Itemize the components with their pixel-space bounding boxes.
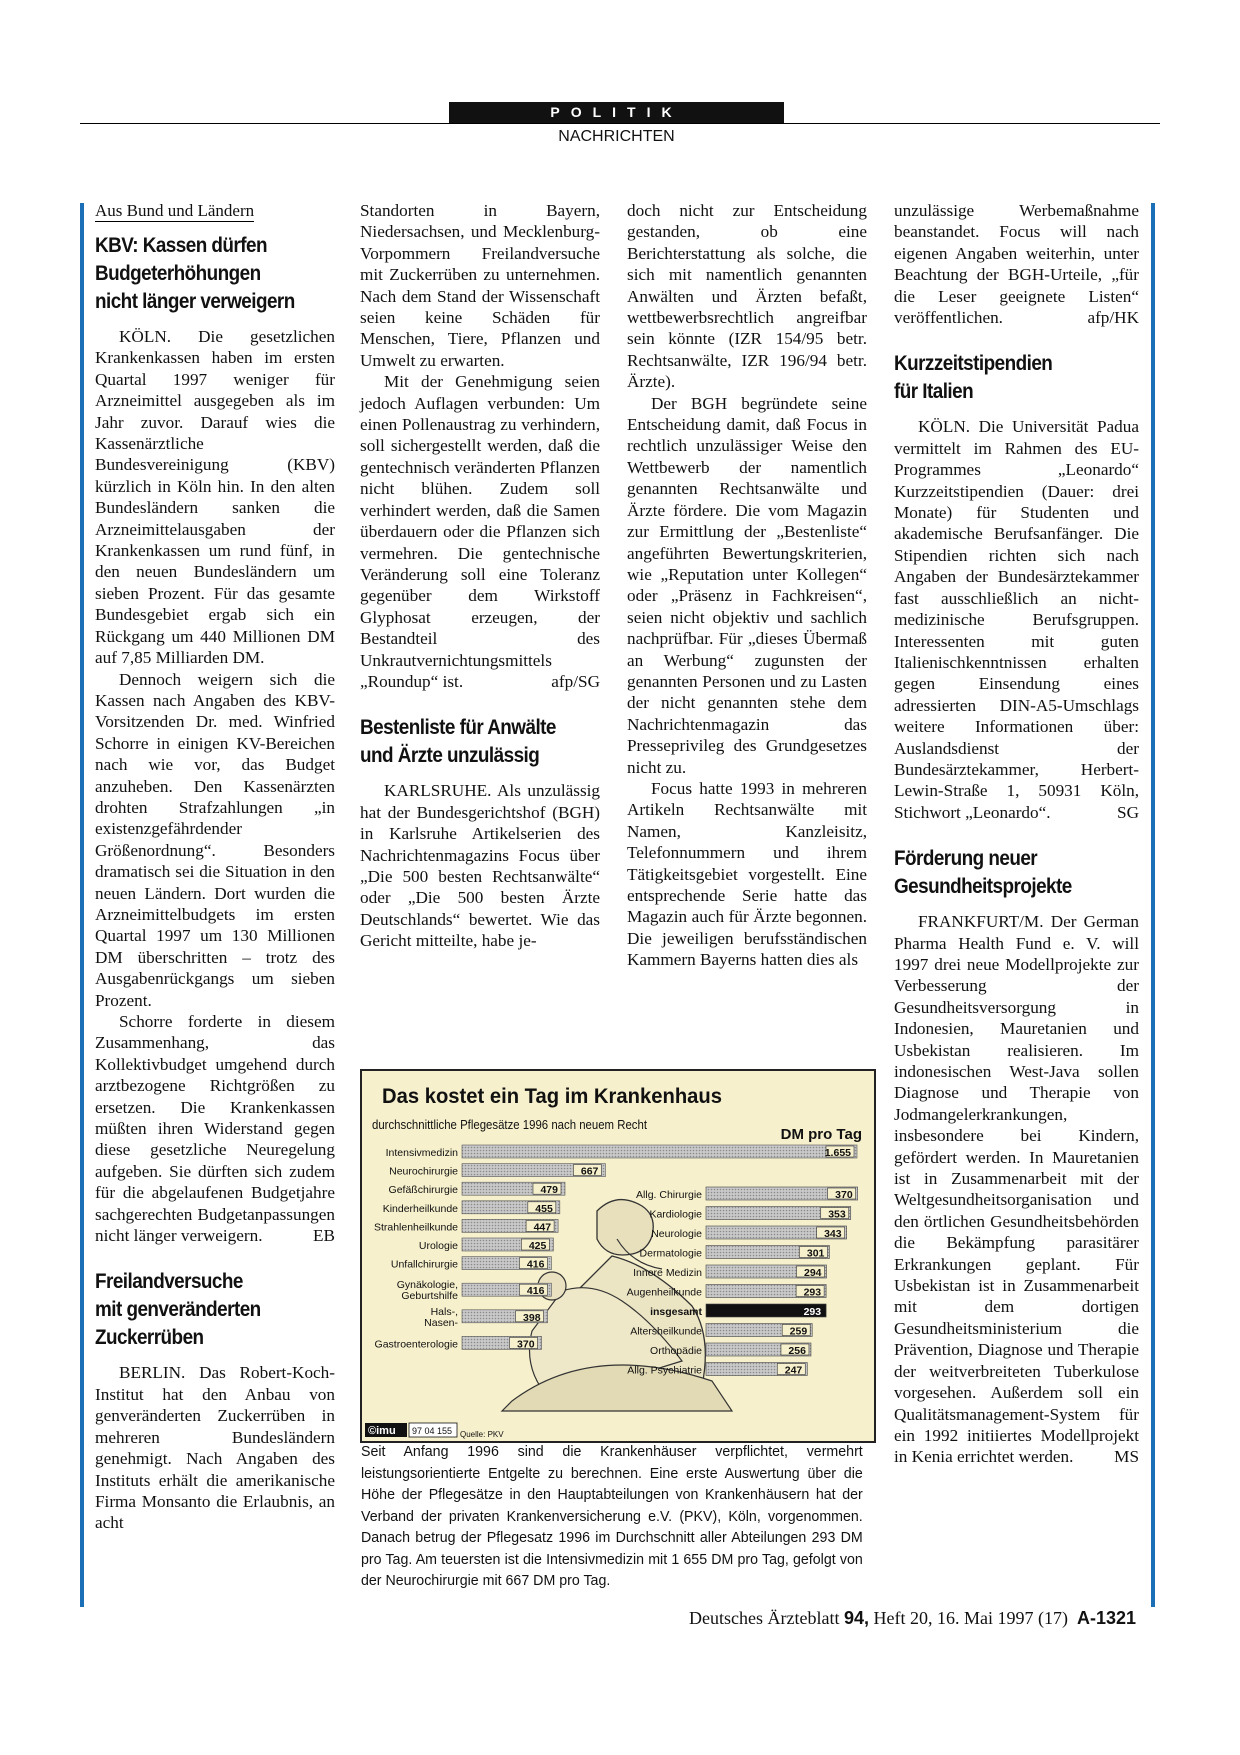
column-3 (627, 200, 867, 971)
right-value-label-8: 256 (788, 1345, 806, 1357)
credit-code: 97 04 155 (412, 1426, 453, 1436)
right-value-label-5: 293 (803, 1286, 822, 1299)
headline-freiland: Freilandversuche mit genveränderten Zuckerrüben (95, 1270, 261, 1350)
right-value-label-0: 370 (835, 1189, 853, 1201)
category-label-5: Urologie (418, 1240, 458, 1252)
signature: afp/HK (1087, 308, 1139, 328)
value-label-4: 447 (533, 1221, 552, 1234)
column-1 (95, 200, 335, 1534)
chart-title: Das kostet ein Tag im Krankenhaus (382, 1085, 722, 1108)
value-label-6: 416 (526, 1258, 545, 1271)
right-value-label-4: 294 (804, 1267, 822, 1279)
right-value-label-2: 343 (824, 1228, 842, 1240)
signature: MS (1114, 1447, 1139, 1467)
issue: Heft 20, 16. Mai 1997 (17) (873, 1608, 1068, 1628)
value-label-5: 425 (528, 1240, 547, 1252)
value-label-7: 416 (526, 1285, 545, 1298)
paragraph: KARLSRUHE. Als unzulässig hat der Bundesgerichtshof (BGH) in Karlsruhe Artikelserien des Nachrichtenmagazins Focus über „Die 500 besten Rechtsanwälte“ oder „Die 500 besten Ärzte Deutschlands“ bewertet. Wie das Gericht mitteilte, habe je- (360, 781, 600, 951)
bar-0 (462, 1145, 857, 1158)
source-label: Quelle: PKV (460, 1430, 504, 1439)
value-label-8: 398 (523, 1311, 541, 1324)
credit-label: ©imu (368, 1425, 396, 1437)
category-label-6: Unfallchirurgie (390, 1258, 458, 1271)
value-label-2: 479 (540, 1184, 558, 1197)
right-category-label-9: Allg. Psychiatrie (627, 1364, 702, 1377)
category-label-0: Intensivmedizin (385, 1147, 458, 1159)
accent-bar-left (80, 203, 84, 1607)
value-label-3: 455 (535, 1202, 553, 1215)
chart-caption: Seit Anfang 1996 sind die Krankenhäuser verpflichtet, vermehrt leistungsorientierte Entgelte zu berechnen. Eine erste Auswertung über die Höhe der Pflegesätze in den Hauptabteilungen von Krankenhäusern hat der Verband der privaten Krankenversicherung e.V. (PKV), Köln, vorgenommen. Danach betrug der Pflegesatz 1996 im Durchschnitt aller Abteilungen 293 DM pro Tag. Am teuersten ist die Intensivmedizin mit 1 655 DM pro Tag, gefolgt von der Neurochirurgie mit 667 DM pro Tag. (361, 1444, 863, 1589)
right-category-label-2: Neurologie (651, 1228, 702, 1240)
paragraph: FRANKFURT/M. Der German Pharma Health Fund e. V. will 1997 drei neue Modellprojekte zur Verbesserung der Gesundheitsversorgung in Indonesien, Mauretanien und Usbekistan realisieren. Im indonesischen West-Java sollen Diagnose und Therapie von Jodmangelerkrankungen, insbesondere bei Kindern, gefördert werden. In Mauretanien ist in Zusammenarbeit mit der Weltgesundheitsorganisation und den örtlichen Gesundheitsbehörden die Bekämpfung parasitärer Erkrankungen geplant. Für Usbekistan ist in Zusammenarbeit mit dem dortigen Gesundheitsministerium die Prävention, Diagnose und Therapie der weitverbreiteten Tuberkulose vorgesehen. Außerdem soll ein Qualitätsmanagement-System für ein 1992 initiiertes Modellprojekt in Kenia errichtet werden. MS (894, 912, 1139, 1467)
right-category-label-8: Orthopädie (650, 1345, 702, 1357)
signature: SG (1117, 802, 1139, 822)
right-category-label-3: Dermatologie (639, 1247, 702, 1260)
paragraph: Der BGH begründete seine Entscheidung damit, daß Focus in rechtlich unzulässiger Weise den Wettbewerb der namentlich genannten Rechtsanwälte und Ärzte fördere. Die vom Magazin zur Ermittlung der „Bestenliste“ angeführten Bewertungskriterien, wie „Reputation unter Kollegen“ oder „Präsenz in Fachkreisen“, seien nicht objektiv und sachlich nachprüfbar. Für „dieses Übermaß an Werbung“ zugunsten der genannten Personen und zu Lasten der nicht genannten stehe dem Nachrichtenmagazin das Presseprivileg des Grundgesetzes nicht zu. (627, 393, 867, 777)
category-label-4: Strahlenheilkunde (373, 1221, 458, 1234)
paragraph: Mit der Genehmigung seien jedoch Auflagen verbunden: Um einen Pollenaustrag zu verhindern, soll sichergestellt werden, daß die gentechnisch veränderten Pflanzen nicht blühen. Zudem soll verhindert werden, daß die Samen überdauern oder die Pflanzen sich vermehren. Die gentechnische Veränderung soll eine Toleranz gegenüber dem Wirkstoff Glyphosat erzeugen, der Bestandteil des Unkrautvernichtungsmittels „Roundup“ ist. afp/SG (360, 372, 600, 691)
paragraph: unzulässige Werbemaßnahme beanstandet. Focus will nach eigenen Angaben weiterhin, unter Beachtung der BGH-Urteile, „für die Leser geeignete Listen“ veröffentlichen. afp/HK (894, 201, 1139, 328)
chart-svg (362, 1071, 874, 1441)
right-category-label-5: Augenheilkunde (626, 1286, 702, 1299)
column-2 (360, 200, 600, 952)
accent-bar-right (1151, 203, 1155, 1607)
paragraph: Standorten in Bayern, Niedersachsen, und Mecklenburg-Vorpommern Freilandversuche mit Zuckerrüben zu unternehmen. Nach dem Stand der Wissenschaft seien keine Schäden für Menschen, Tiere, Pflanzen und Umwelt zu erwarten. (360, 201, 600, 370)
category-label-2: Gefäßchirurgie (388, 1184, 458, 1197)
headline-kbv: KBV: Kassen dürfen Budgeterhöhungen nicht länger verweigern (95, 234, 295, 313)
header-rule (80, 123, 1160, 124)
headline-kurzzeit: Kurzzeitstipendien für Italien (894, 352, 1053, 404)
chart-subtitle: durchschnittliche Pflegesätze 1996 nach neuem Recht (372, 1118, 648, 1132)
right-value-label-9: 247 (784, 1364, 803, 1377)
category-label-3: Kinderheilkunde (382, 1202, 458, 1215)
rubric: Aus Bund und Ländern (95, 201, 255, 220)
paragraph: Dennoch weigern sich die Kassen nach Angaben des KBV-Vorsitzenden Dr. med. Winfried Schorre in einigen KV-Bereichen nach wie vor, das Budget anzuheben. Den Kassenärzten drohten Strafzahlungen „in existenzgefährdender Größenordnung“. Besonders dramatisch sei die Situation in den neuen Ländern. Dort wurden die Arzneimittelbudgets im ersten Quartal 1997 um 130 Millionen DM überschritten – trotz des Ausgabenrückgangs um sieben Prozent. (95, 669, 335, 1010)
paragraph: KÖLN. Die gesetzlichen Krankenkassen haben im ersten Quartal 1997 weniger für Arzneimittel ausgegeben als im Jahr zuvor. Darauf wies die Kassenärztliche Bundesvereinigung (KBV) kürzlich in Köln hin. In den alten Bundesländern sanken die Arzneimittelausgaben der Krankenkassen um rund fünf, in den neuen Bundesländern um sieben Prozent. Für das gesamte Bundesgebiet ergab sich ein Rückgang um 440 Millionen DM auf 7,85 Milliarden DM. (95, 327, 335, 668)
value-label-0: 1.655 (824, 1147, 851, 1159)
category-label-9: Gastroenterologie (374, 1338, 458, 1351)
right-category-label-7: Altersheilkunde (630, 1325, 702, 1338)
right-category-label-4: Innere Medizin (633, 1267, 702, 1279)
journal-name: Deutsches Ärzteblatt (689, 1608, 840, 1628)
right-category-label-0: Allg. Chirurgie (636, 1189, 702, 1201)
signature: afp/SG (551, 671, 600, 691)
right-value-label-7: 259 (789, 1325, 808, 1338)
paragraph: Focus hatte 1993 in mehreren Artikeln Rechtsanwälte mit Namen, Kanzleisitz, Telefonnummern und ihrem Tätigkeitsgebiet vorgestellt. Eine entsprechende Serie hatte das Magazin auch für Ärzte begonnen. Die jeweiligen berufsständischen Kammern Bayerns hatten dies als (627, 778, 867, 970)
section-label: POLITIK (449, 102, 784, 123)
category-label-8-b: Nasen- (424, 1316, 458, 1329)
paragraph: Schorre forderte in diesem Zusammenhang, das Kollektivbudget umgehend durch arztbezogene Richtgrößen zu ersetzen. Die Krankenkassen müßten ihren Widerstand gegen diese gesetzliche Neuregelung aufgeben. Sie dürften sich zudem für die abgelaufenen Budgetjahre sachgerechten Budgetanpassungen nicht länger verweigern. EB (95, 1012, 335, 1246)
category-label-8: Hals-, (430, 1305, 458, 1318)
right-value-label-6: 293 (803, 1306, 822, 1318)
headline-foerderung: Förderung neuer Gesundheitsprojekte (894, 847, 1072, 899)
right-value-label-3: 301 (806, 1247, 825, 1260)
category-label-7: Gynäkologie, (396, 1279, 458, 1292)
chart-unit-label: DM pro Tag (780, 1126, 862, 1143)
right-value-label-1: 353 (828, 1208, 846, 1221)
right-category-label-1: Kardiologie (649, 1208, 702, 1221)
value-label-9: 370 (517, 1338, 535, 1351)
category-label-7-b: Geburtshilfe (401, 1290, 458, 1303)
value-label-1: 667 (580, 1165, 599, 1178)
paragraph: KÖLN. Die Universität Padua vermittelt im Rahmen des EU-Programmes „Leonardo“ Kurzzeitstipendien (Dauer: drei Monate) für Studenten und akademische Berufsanfänger. Die Stipendien richten sich nach Angaben der Bundesärztekammer fast ausschließlich an nicht-medizinische Berufsgruppen. Interessenten mit guten Italienischkenntnissen erhalten gegen Einsendung eines adressierten DIN-A5-Umschlags weitere Informationen über: Auslandsdienst der Bundesärztekammer, Herbert-Lewin-Straße 1, 50931 Köln, Stichwort „Leonardo“. SG (894, 417, 1139, 822)
paragraph: doch nicht zur Entscheidung gestanden, ob eine Berichterstattung als solche, die sich mit namentlich genannten Anwälten und Ärzten befaßt, wettbewerbsrechtlich angreifbar sein könnte (IZR 154/95 betr. Rechtsanwälte, IZR 196/94 betr. Ärzte). (627, 201, 867, 392)
paragraph: BERLIN. Das Robert-Koch-Institut hat den Anbau von genveränderten Zuckerrüben in mehreren Bundesländern genehmigt. Nach Angaben des Instituts erhält die amerikanische Firma Monsanto die Erlaubnis, an acht (95, 1363, 335, 1533)
signature: EB (313, 1226, 335, 1246)
hospital-cost-chart (360, 1069, 876, 1443)
right-category-label-6: insgesamt (650, 1306, 702, 1318)
category-label-1: Neurochirurgie (389, 1165, 458, 1178)
page-footer (689, 1608, 1136, 1629)
subsection-label: NACHRICHTEN (558, 128, 675, 145)
page-number: A-1321 (1076, 1608, 1136, 1628)
column-4 (894, 200, 1139, 1468)
volume: 94, (843, 1608, 869, 1628)
headline-bestenliste: Bestenliste für Anwälte und Ärzte unzulässig (360, 716, 556, 768)
